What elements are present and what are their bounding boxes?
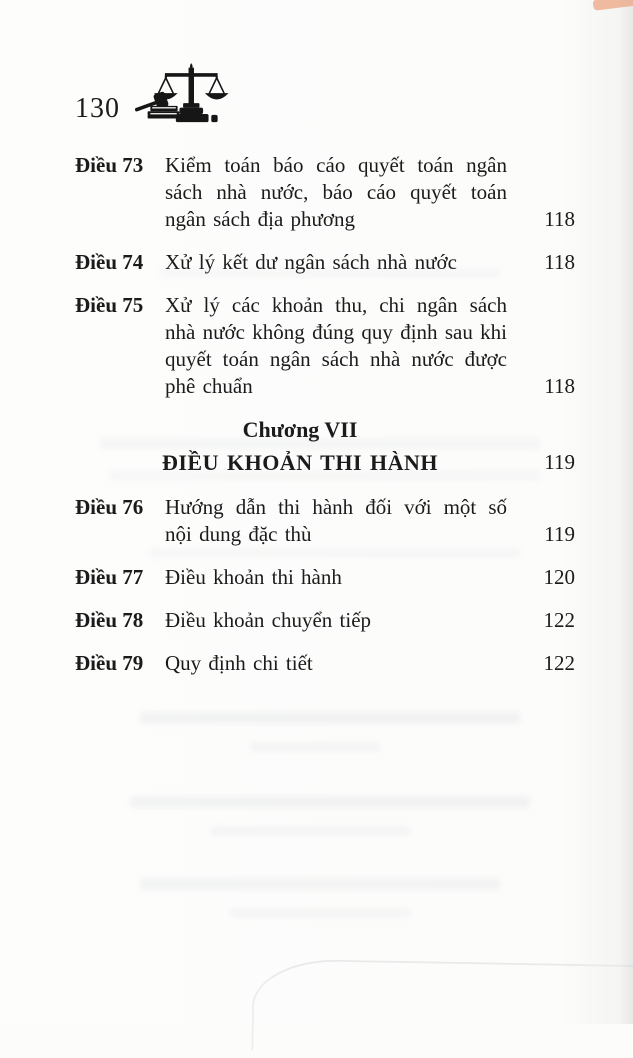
toc-entry-title: Hướng dẫn thi hành đối với một số nội dung đặc thù <box>165 495 507 546</box>
toc-entry-label: Điều 77 <box>75 565 144 589</box>
toc-entry <box>75 494 575 548</box>
toc-entry <box>75 416 575 476</box>
toc-entry-page-number: 122 <box>543 608 575 632</box>
toc-entry <box>75 607 575 634</box>
page-number: 130 <box>75 93 120 124</box>
toc-entry-title: ĐIỀU KHOẢN THI HÀNH <box>161 450 439 475</box>
toc-entry-label: Điều 78 <box>75 608 144 632</box>
toc-entry-title: Quy định chi tiết <box>165 651 313 675</box>
toc-entry-page-number: 118 <box>544 374 575 398</box>
toc-entry-page-number: 122 <box>543 651 575 675</box>
toc-entry <box>75 152 575 233</box>
toc-entry <box>75 564 575 591</box>
toc-entry-label: Điều 79 <box>75 651 144 675</box>
toc-entry-label: Điều 73 <box>75 153 144 177</box>
toc-entry-page-number: 120 <box>543 565 575 589</box>
toc-entry-page-number: 119 <box>544 450 575 474</box>
toc-entry <box>75 292 575 400</box>
toc-entry-title: Điều khoản chuyển tiếp <box>165 608 372 632</box>
toc-entry-title: Điều khoản thi hành <box>165 565 342 589</box>
toc-entry-label: Điều 75 <box>75 293 144 317</box>
page-header <box>75 62 575 126</box>
toc-entry-label: Chương VII <box>242 417 358 442</box>
toc-entry-page-number: 118 <box>544 250 575 274</box>
toc-entry <box>75 249 575 276</box>
toc-list <box>75 152 575 677</box>
toc-entry-label: Điều 74 <box>75 250 144 274</box>
toc-entry-title: Kiểm toán báo cáo quyết toán ngân sách nhà nước, báo cáo quyết toán ngân sách địa phương <box>165 153 507 231</box>
toc-entry-label: Điều 76 <box>75 495 144 519</box>
toc-entry <box>75 650 575 677</box>
toc-entry-title: Xử lý các khoản thu, chi ngân sách nhà nước không đúng quy định sau khi quyết toán ngân sách nhà nước được phê chuẩn <box>165 293 507 398</box>
toc-entry-page-number: 118 <box>544 207 575 231</box>
toc-entry-page-number: 119 <box>544 522 575 546</box>
scales-of-justice-gavel-icon <box>134 62 234 126</box>
toc-entry-title: Xử lý kết dư ngân sách nhà nước <box>165 250 457 274</box>
